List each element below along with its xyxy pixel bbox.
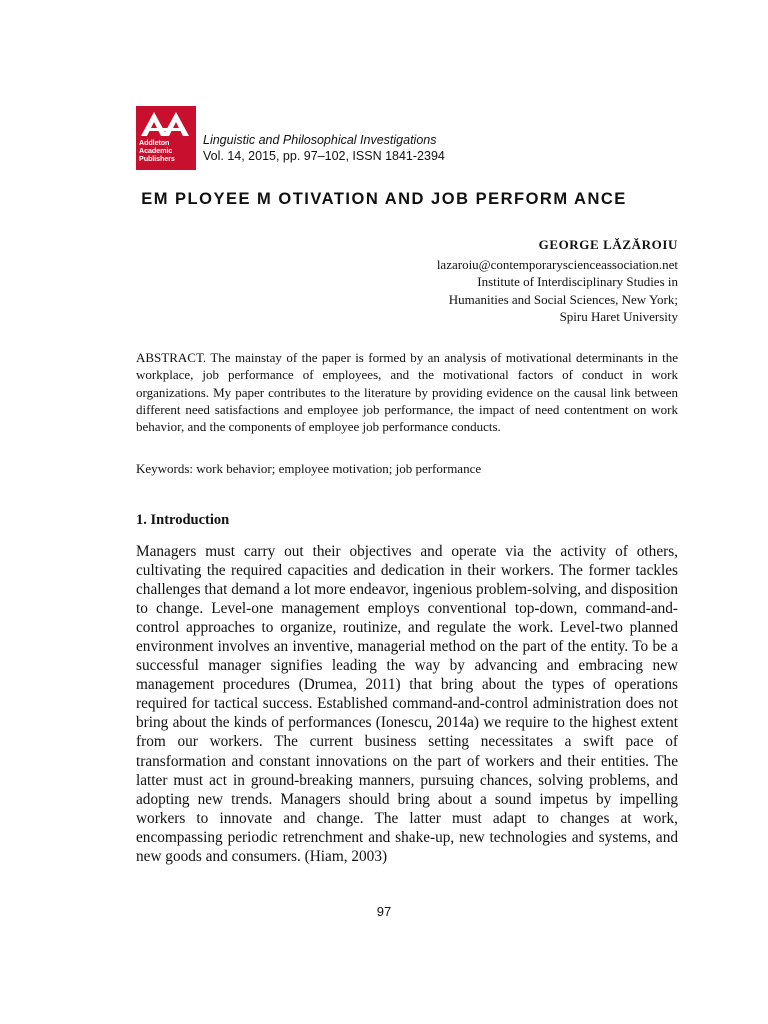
author-affiliation-line-2: Humanities and Social Sciences, New York; — [448, 291, 678, 307]
paper-title: EM PLOYEE M OTIVATION AND JOB PERFORM ANCE — [141, 190, 627, 208]
author-affiliation-line-1: Institute of Interdisciplinary Studies in — [477, 274, 678, 290]
keywords: Keywords: work behavior; employee motivation; job performance — [136, 461, 482, 476]
journal-info — [203, 132, 445, 164]
publisher-logo-mark — [136, 106, 196, 140]
logo-line-2: Academic — [139, 145, 173, 155]
section-heading: 1. Introduction — [136, 512, 230, 528]
logo-line-1: Addleton — [139, 138, 170, 147]
page-number: 97 — [376, 904, 392, 919]
journal-details: Vol. 14, 2015, pp. 97–102, ISSN 1841-2394 — [203, 149, 445, 163]
section-body: Managers must carry out their objectives and operate via the activity of others, cultivating the required capacities and dedication in their workers. The former tackles challenges that demand a lot more endeavor, ingenious problem-solving, and disposition to change. Level-one management employs conventional top-down, command-and-control approaches to organize, routinize, and regulate the work. Level-two planned environment involves an inventive, managerial method on the part of the entity. To be a successful manager signifies leading the way by advancing and embracing new management procedures (Drumea, 2011) that bring about the types of operations required for tactical success. Established command-and-control administration does not bring about the kinds of performances (Ionescu, 2014a) we require to the highest extent from our workers. The current business setting necessitates a swift pace of transformation and constant innovations on the part of workers and their entities. The latter must act in ground-breaking manners, pursuing chances, solving problems, and adopting new trends. Managers should bring about a sound impetus by impelling workers to innovate and change. The latter must adapt to changes at work, encompassing periodic retrenchment and shake-up, new technologies and systems, and new goods and consumers. (Hiam, 2003) — [136, 543, 678, 865]
publisher-logo-text — [139, 139, 175, 162]
logo-line-3: Publishers — [139, 153, 175, 163]
abstract: ABSTRACT. The mainstay of the paper is formed by an analysis of motivational determinants in the workplace, job performance of employees, and the motivational factors of conduct in work organizations. My paper contributes to the literature by providing evidence on the causal link between different need satisfactions and employee job performance, the impact of need contentment on work behavior, and the components of employee job performance conducts. — [136, 350, 678, 435]
author-block — [437, 236, 678, 326]
author-affiliation-line-3: Spiru Haret University — [559, 309, 678, 325]
journal-name: Linguistic and Philosophical Investigations — [203, 133, 437, 147]
author-name: GEORGE LĂZĂROIU — [538, 237, 678, 252]
publisher-logo — [136, 106, 196, 170]
author-email: lazaroiu@contemporaryscienceassociation.net — [436, 256, 678, 272]
